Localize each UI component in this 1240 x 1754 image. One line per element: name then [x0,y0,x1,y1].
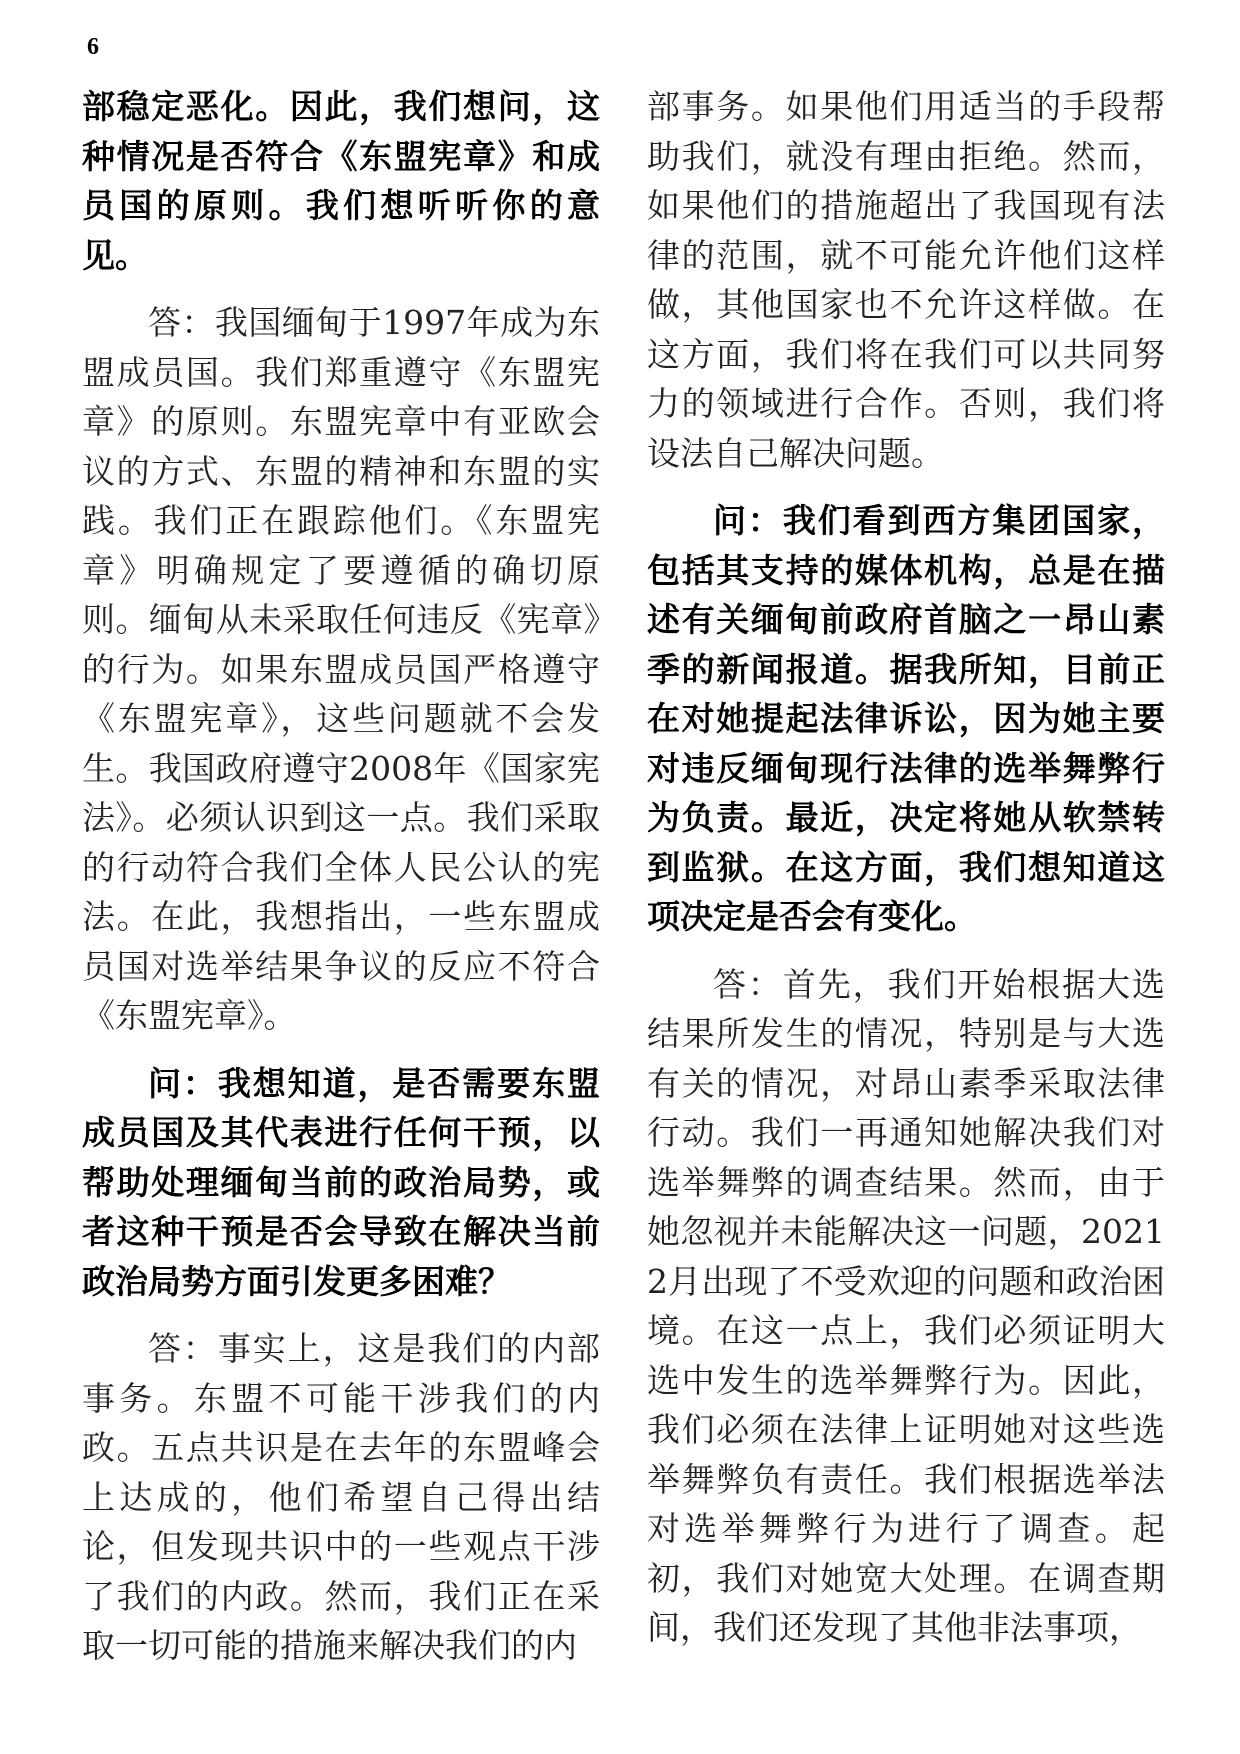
answer-paragraph: 答：我国缅甸于1997年成为东盟成员国。我们郑重遵守《东盟宪章》的原则。东盟宪章中有亚欧会议的方式、东盟的精神和东盟的实践。我们正在跟踪他们。《东盟宪章》明确规定了要遵循的确切原则。缅甸从未采取任何违反《宪章》的行为。如果东盟成员国严格遵守《东盟宪章》，这些问题就不会发生。我国政府遵守2008年《国家宪法》。必须认识到这一点。我们采取的行动符合我们全体人民公认的宪法。在此，我想指出，一些东盟成员国对选举结果争议的反应不符合《东盟宪章》。 [82,303,600,1035]
answer-paragraph: 答：事实上，这是我们的内部事务。东盟不可能干涉我们的内政。五点共识是在去年的东盟峰会上达成的，他们希望自己得出结论，但发现共识中的一些观点干涉了我们的内政。然而，我们正在采取一切可能的措施来解决我们的内 [82,1329,600,1665]
left-column [82,82,600,1689]
question-paragraph: 问：我想知道，是否需要东盟成员国及其代表进行任何干预，以帮助处理缅甸当前的政治局势，或者这种干预是否会导致在解决当前政治局势方面引发更多困难？ [82,1063,600,1301]
question-paragraph: 部稳定恶化。因此，我们想问，这种情况是否符合《东盟宪章》和成员国的原则。我们想听听你的意见。 [82,87,600,275]
answer-paragraph: 部事务。如果他们用适当的手段帮助我们，就没有理由拒绝。然而，如果他们的措施超出了我国现有法律的范围，就不可能允许他们这样做，其他国家也不允许这样做。在这方面，我们将在我们可以共同努力的领域进行合作。否则，我们将设法自己解决问题。 [647,87,1165,473]
right-column [647,82,1165,1671]
answer-paragraph: 答：首先，我们开始根据大选结果所发生的情况，特别是与大选有关的情况，对昂山素季采取法律行动。我们一再通知她解决我们对选举舞弊的调查结果。然而，由于她忽视并未能解决这一问题，2021 2月出现了不受欢迎的问题和政治困境。在这一点上，我们必须证明大选中发生的选举舞弊行为。因此，我们必须在法律上证明她对这些选举舞弊负有责任。我们根据选举法对选举舞弊行为进行了调查。起初，我们对她宽大处理。在调查期间，我们还发现了其他非法事项， [647,964,1165,1647]
page-number: 6 [87,34,99,60]
question-paragraph: 问：我们看到西方集团国家，包括其支持的媒体机构，总是在描述有关缅甸前政府首脑之一昂山素季的新闻报道。据我所知，目前正在对她提起法律诉讼，因为她主要对违反缅甸现行法律的选举舞弊行为负责。最近，决定将她从软禁转到监狱。在这方面，我们想知道这项决定是否会有变化。 [647,501,1165,936]
